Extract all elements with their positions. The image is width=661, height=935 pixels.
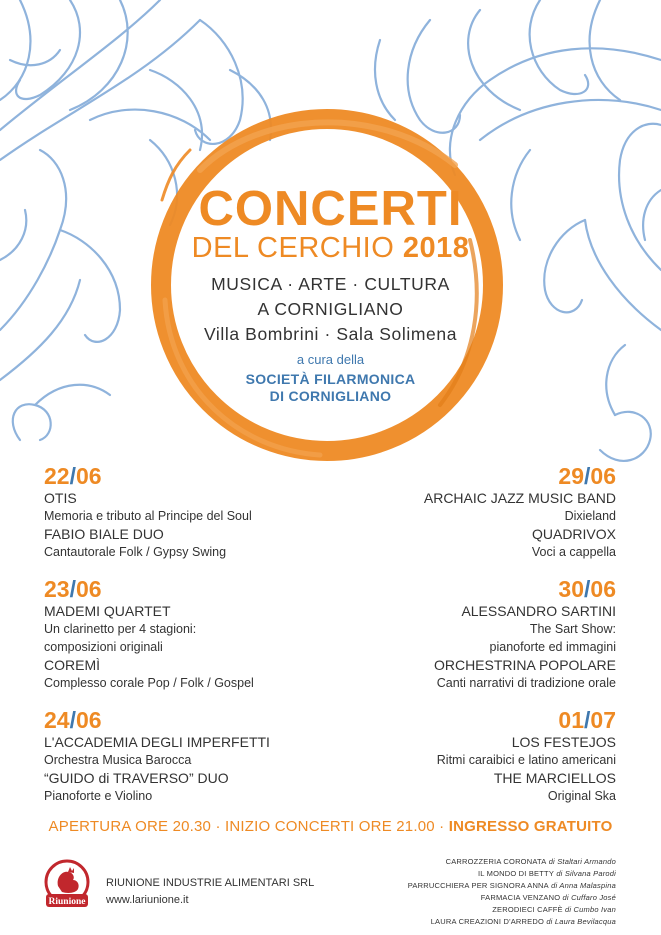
event-date: 30/06 [558, 576, 616, 602]
performer: THE MARCIELLOS [493, 770, 616, 786]
tagline-location: A CORNIGLIANO [257, 299, 404, 319]
opening-info [0, 818, 661, 835]
event-24-06 [44, 707, 270, 805]
performer: MADEMI QUARTET [44, 603, 171, 619]
society-name-line-2: DI CORNIGLIANO [269, 388, 392, 404]
subtitle-year: 2018 [402, 232, 470, 264]
description: Orchestra Musica Barocca [44, 753, 192, 767]
performer: “GUIDO di TRAVERSO” DUO [44, 770, 229, 786]
poster-subtitle [0, 232, 661, 264]
free-entry: INGRESSO GRATUITO [448, 818, 613, 835]
performer: OTIS [44, 490, 77, 506]
description: composizioni originali [44, 640, 163, 654]
description: Un clarinetto per 4 stagioni: [44, 622, 197, 636]
description: Complesso corale Pop / Folk / Gospel [44, 676, 254, 690]
performer: L'ACCADEMIA DEGLI IMPERFETTI [44, 734, 270, 750]
sponsor-item: IL MONDO DI BETTY di Silvana Parodi [477, 869, 616, 878]
company-name: RIUNIONE INDUSTRIE ALIMENTARI SRL [106, 877, 315, 889]
tagline-venue: Villa Bombrini · Sala Solimena [203, 324, 458, 344]
event-01-07 [437, 707, 616, 805]
description: The Sart Show: [529, 622, 616, 636]
description: Canti narrativi di tradizione orale [436, 676, 616, 690]
event-date: 24/06 [44, 707, 102, 733]
event-date: 23/06 [44, 576, 102, 602]
performer: ORCHESTRINA POPOLARE [433, 657, 616, 673]
sponsor-item: LAURA CREAZIONI D'ARREDO di Laura Bevilacqua [430, 917, 616, 926]
description: Ritmi caraibici e latino americani [436, 753, 616, 767]
subtitle-text: DEL CERCHIO [191, 232, 395, 264]
event-29-06 [424, 463, 616, 561]
performer: FABIO BIALE DUO [44, 526, 164, 542]
riunione-logo [42, 858, 92, 910]
performer: COREMÌ [44, 657, 100, 673]
opening-times: APERTURA ORE 20.30 · INIZIO CONCERTI ORE 21.00 · [48, 818, 449, 835]
event-22-06 [44, 463, 252, 561]
event-date: 22/06 [44, 463, 102, 489]
event-date: 29/06 [558, 463, 616, 489]
tagline-themes: MUSICA · ARTE · CULTURA [211, 274, 450, 294]
society-name-line-1: SOCIETÀ FILARMONICA [245, 371, 416, 387]
performer: ARCHAIC JAZZ MUSIC BAND [423, 490, 616, 506]
description: Dixieland [564, 509, 616, 523]
sponsor-item: PARRUCCHIERA PER SIGNORA ANNA di Anna Malaspina [407, 881, 616, 890]
description: Memoria e tributo al Principe del Soul [44, 509, 252, 523]
company-website: www.lariunione.it [106, 894, 189, 906]
event-date: 01/07 [558, 707, 616, 733]
sponsor-item: CARROZZERIA CORONATA di Staltari Armando [445, 857, 616, 866]
performer: ALESSANDRO SARTINI [461, 603, 616, 619]
poster-title: CONCERTI [198, 182, 463, 236]
description: Original Ska [547, 789, 616, 803]
performer: LOS FESTEJOS [511, 734, 616, 750]
sponsor-item: FARMACIA VENZANO di Cuffaro José [480, 893, 616, 902]
event-23-06 [44, 576, 254, 692]
description: Cantautorale Folk / Gypsy Swing [44, 545, 227, 559]
event-30-06 [434, 576, 616, 692]
logo-wordmark: Riunione [48, 897, 86, 907]
description: pianoforte ed immagini [489, 640, 616, 654]
description: Voci a cappella [531, 545, 616, 559]
curated-by-label: a cura della [296, 352, 365, 367]
description: Pianoforte e Violino [44, 789, 153, 803]
sponsor-item: ZERODIECI CAFFÈ di Cumbo Ivan [492, 905, 616, 914]
performer: QUADRIVOX [531, 526, 616, 542]
